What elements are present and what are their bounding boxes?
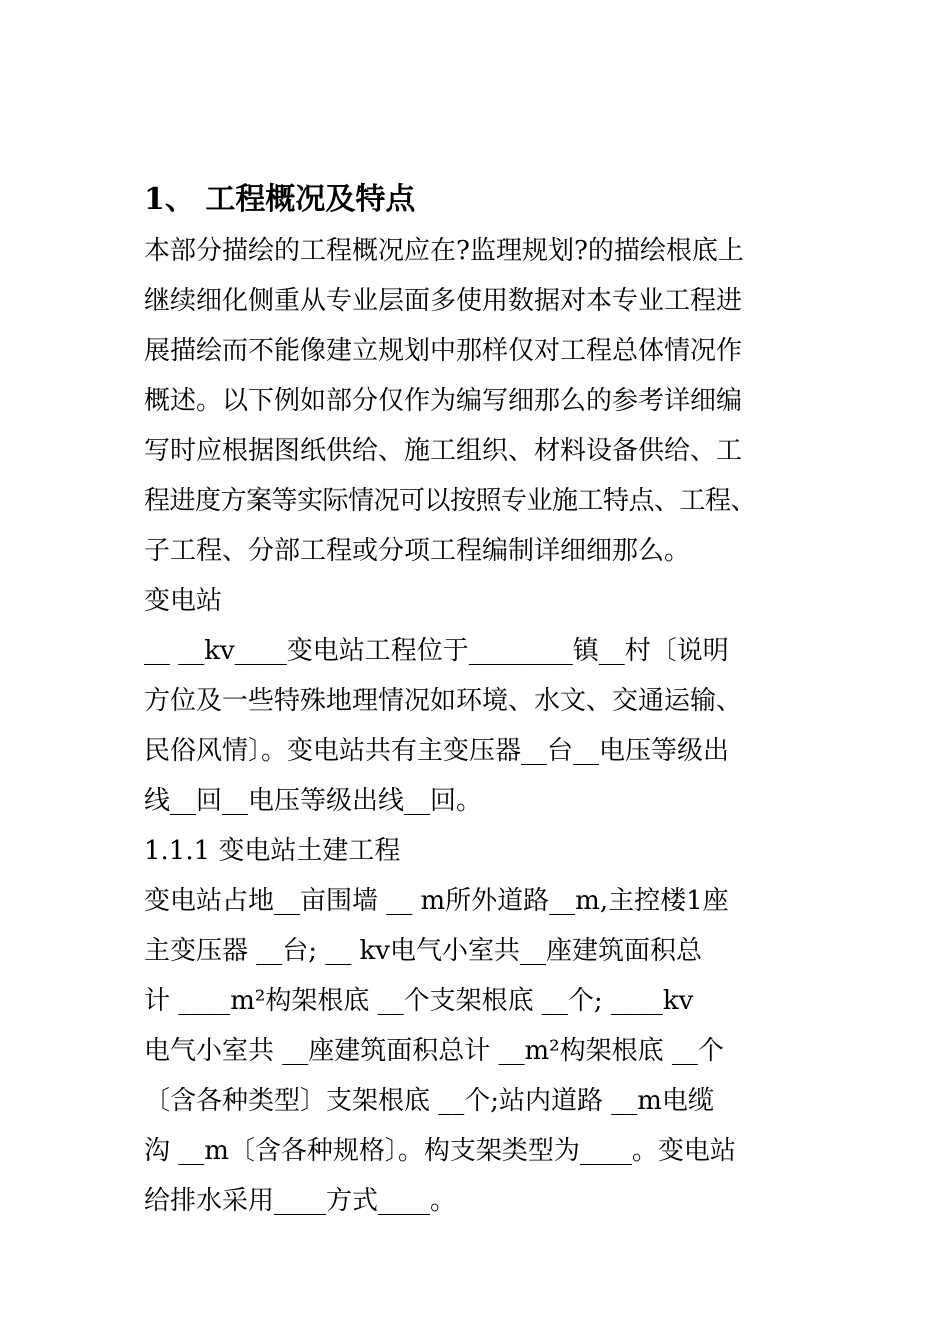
paragraph-line: __ __kv____变电站工程位于________镇__村〔说明 xyxy=(144,636,729,666)
document-body xyxy=(144,175,834,1226)
paragraph-line: 主变压器 __台; __ kv电气小室共__座建筑面积总 xyxy=(144,936,702,966)
paragraph-line: 沟 __m〔含各种规格〕。构支架类型为____。变电站 xyxy=(144,1136,736,1166)
section-heading: 1、 工程概况及特点 xyxy=(144,182,416,217)
paragraph-line: 子工程、分部工程或分项工程编制详细细那么。 xyxy=(144,536,691,566)
paragraph-line: 民俗风情〕。变电站共有主变压器__台__电压等级出 xyxy=(144,736,730,766)
paragraph-line: 写时应根据图纸供给、施工组织、材料设备供给、工 xyxy=(144,436,743,466)
paragraph-line: 〔含各种类型〕支架根底 __个;站内道路 __m电缆 xyxy=(144,1086,714,1116)
paragraph-line: 本部分描绘的工程概况应在?监理规划?的描绘根底上 xyxy=(144,236,744,266)
paragraph-line: 方位及一些特殊地理情况如环境、水文、交通运输、 xyxy=(144,686,743,716)
paragraph-line: 展描绘而不能像建立规划中那样仅对工程总体情况作 xyxy=(144,336,743,366)
paragraph-line: 线__回__电压等级出线__回。 xyxy=(144,786,483,816)
paragraph-line: 继续细化侧重从专业层面多使用数据对本专业工程进 xyxy=(144,286,743,316)
paragraph-line: 计 ____m²构架根底 __个支架根底 __个; ____kv xyxy=(144,986,694,1016)
subsection-label: 变电站 xyxy=(144,586,223,616)
paragraph-line: 电气小室共 __座建筑面积总计 __m²构架根底 __个 xyxy=(144,1036,724,1066)
paragraph-line: 变电站占地__亩围墙 __ m所外道路__m,主控楼1座 xyxy=(144,886,729,916)
subsection-heading: 1.1.1 变电站土建工程 xyxy=(144,836,401,866)
paragraph-line: 概述。以下例如部分仅作为编写细那么的参考详细编 xyxy=(144,386,743,416)
paragraph-line: 给排水采用____方式____。 xyxy=(144,1186,457,1216)
paragraph-line: 程进度方案等实际情况可以按照专业施工特点、工程、 xyxy=(144,486,757,516)
